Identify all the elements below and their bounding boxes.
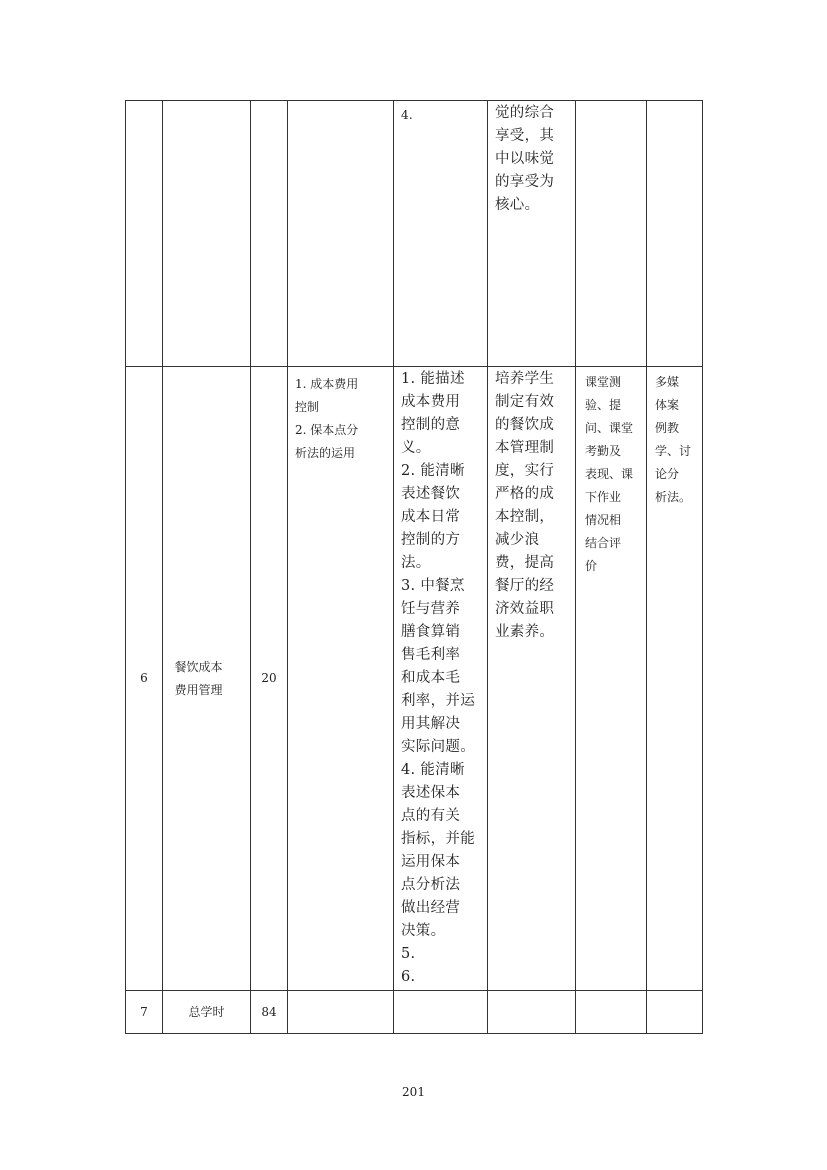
text-line: 度，实行: [495, 463, 555, 479]
text-line: 本控制，: [495, 509, 555, 525]
text-line: 做出经营: [401, 900, 461, 916]
text-line: 成本费用: [401, 394, 461, 410]
text-line: 3. 中餐烹: [401, 578, 465, 594]
text-line: 2. 能清晰: [401, 463, 465, 479]
cell-goals: [394, 991, 488, 1034]
method-lines: [655, 371, 698, 509]
text-line: 控制: [295, 400, 320, 414]
cell-teaching-method: [647, 991, 703, 1034]
quality-lines: [495, 102, 572, 217]
total-hours-label: 总学时: [163, 991, 251, 1034]
row-number: 7: [126, 991, 163, 1034]
text-line: 制定有效: [495, 394, 555, 410]
text-line: 运用保本: [401, 854, 461, 870]
cell-quality-goals: [488, 101, 576, 367]
cell-content: [288, 991, 394, 1034]
cell-content: [288, 101, 394, 367]
text-line: 严格的成: [495, 486, 555, 502]
text-line: 用其解决: [401, 716, 461, 732]
text-line: 饪与营养: [401, 601, 461, 617]
text-line: 4.: [401, 108, 414, 122]
text-line: 多媒: [655, 375, 680, 389]
page-number: 201: [402, 1085, 425, 1099]
text-line: 4. 能清晰: [401, 762, 465, 778]
goal-lines: [401, 104, 484, 127]
text-line: 觉的综合: [495, 105, 555, 121]
table-row-7: [126, 991, 703, 1034]
cell-teaching-method: [647, 367, 703, 991]
text-line: 餐饮成本: [174, 659, 223, 674]
text-line: 利率，并运: [401, 693, 475, 709]
text-line: 点分析法: [401, 877, 461, 893]
content-lines: [295, 373, 389, 465]
text-line: 的享受为: [495, 174, 555, 190]
assessment-lines: [585, 371, 642, 578]
cell-goals: [394, 367, 488, 991]
text-line: 义。: [401, 440, 431, 456]
text-line: 2. 保本点分: [295, 423, 359, 437]
table-row-6: [126, 367, 703, 991]
text-line: 表述保本: [401, 785, 461, 801]
text-line: 法。: [401, 555, 431, 571]
text-line: 5.: [401, 946, 416, 962]
hours: 20: [251, 367, 288, 991]
text-line: 表现、课: [585, 467, 634, 481]
syllabus-table: [125, 100, 703, 1034]
text-line: 验、提: [585, 398, 622, 412]
row-number: 6: [126, 367, 163, 991]
text-line: 的餐饮成: [495, 417, 555, 433]
text-line: 情况相: [585, 513, 622, 527]
chapter-name: [163, 367, 251, 991]
text-line: 结合评: [585, 536, 622, 550]
text-line: 费，提高: [495, 555, 555, 571]
text-line: 价: [585, 559, 598, 573]
text-line: 析法。: [655, 490, 692, 504]
text-line: 6.: [401, 969, 416, 985]
cell-assessment: [576, 367, 647, 991]
text-line: 本管理制: [495, 440, 555, 456]
text-line: 点的有关: [401, 808, 461, 824]
cell-hours: [251, 101, 288, 367]
text-line: 问、课堂: [585, 421, 634, 435]
text-line: 控制的意: [401, 417, 461, 433]
text-line: 享受，其: [495, 128, 555, 144]
text-line: 培养学生: [495, 371, 555, 387]
cell-content: [288, 367, 394, 991]
text-line: 学、讨: [655, 444, 692, 458]
text-line: 业素养。: [495, 624, 555, 640]
text-line: 析法的运用: [295, 446, 356, 460]
text-line: 决策。: [401, 923, 446, 939]
text-line: 例教: [655, 421, 680, 435]
cell-goals: [394, 101, 488, 367]
cell-assessment: [576, 101, 647, 367]
text-line: 核心。: [495, 197, 540, 213]
text-line: 指标，并能: [401, 831, 475, 847]
text-line: 论分: [655, 467, 680, 481]
table-row-continued: [126, 101, 703, 367]
text-line: 考勤及: [585, 444, 622, 458]
quality-lines: [495, 368, 572, 644]
cell-quality-goals: [488, 367, 576, 991]
text-line: 和成本毛: [401, 670, 461, 686]
total-hours: 84: [251, 991, 288, 1034]
chapter-name-lines: [175, 656, 239, 702]
cell-quality-goals: [488, 991, 576, 1034]
text-line: 表述餐饮: [401, 486, 461, 502]
cell-assessment: [576, 991, 647, 1034]
text-line: 费用管理: [174, 682, 223, 697]
text-line: 餐厅的经: [495, 578, 555, 594]
cell-number: [126, 101, 163, 367]
text-line: 济效益职: [495, 601, 555, 617]
text-line: 控制的方: [401, 532, 461, 548]
text-line: 售毛利率: [401, 647, 461, 663]
cell-chapter-name: [163, 101, 251, 367]
text-line: 减少浪: [495, 532, 540, 548]
text-line: 实际问题。: [401, 739, 475, 755]
goal-lines: [401, 368, 484, 989]
text-line: 1. 成本费用: [295, 377, 359, 391]
text-line: 成本日常: [401, 509, 461, 525]
cell-teaching-method: [647, 101, 703, 367]
text-line: 下作业: [585, 490, 622, 504]
text-line: 1. 能描述: [401, 371, 465, 387]
text-line: 体案: [655, 398, 680, 412]
text-line: 中以味觉: [495, 151, 555, 167]
text-line: 课堂测: [585, 375, 622, 389]
text-line: 膳食算销: [401, 624, 461, 640]
